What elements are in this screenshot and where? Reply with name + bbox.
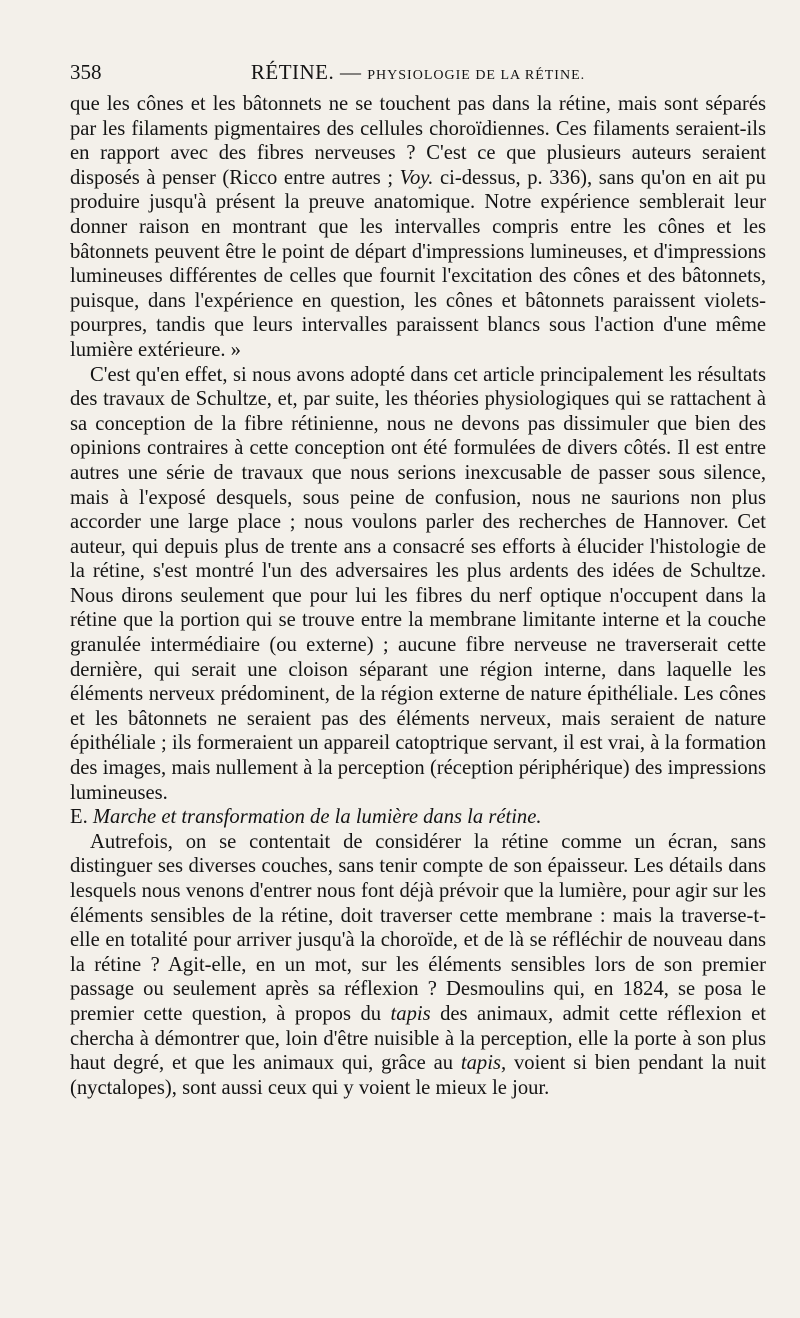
- paragraph-1-italic: Voy.: [399, 166, 434, 189]
- running-title-main: RÉTINE.: [250, 60, 335, 84]
- running-title: [70, 60, 766, 85]
- running-title-sub: PHYSIOLOGIE DE LA RÉTINE.: [367, 68, 586, 83]
- paragraph-3-italic-1: tapis: [390, 1002, 431, 1025]
- paragraph-3: [70, 830, 766, 1101]
- paragraph-3-text-a: Autrefois, on se contentait de considérer la rétine comme un écran, sans distinguer ses diverses couches, sans tenir compte de son épaisseur. Les détails dans lesquels nous venons d'entrer nous font déjà prévoir que la lumière, pour agir sur les éléments sensibles de la rétine, doit traverser cette membrane : mais la traverse-t-elle en totalité pour arriver jusqu'à la choroïde, et de là se réfléchir de nouveau dans la rétine ? Agit-elle, en un mot, sur les éléments sensibles lors de son premier passage ou seulement après sa réflexion ? Desmoulins qui, en 1824, se posa le premier cette question, à propos du: [70, 830, 766, 1025]
- paragraph-3-text-c: voient si bien pendant la nuit (nyctalopes), sont aussi ceux qui y voient le mieux le jour.: [70, 1052, 766, 1099]
- paragraph-1: [70, 92, 766, 363]
- running-header: [70, 56, 766, 92]
- paragraph-2: C'est qu'en effet, si nous avons adopté dans cet article principalement les résultats des travaux de Schultze, et, par suite, les théories physiologiques qui se rattachent à sa conception de la fibre rétinienne, nous ne devons pas dissimuler que bien des opinions contraires à cette conception ont été formulées de divers côtés. Il est entre autres une série de travaux que nous serions inexcusable de passer sous silence, mais à l'exposé desquels, sous peine de confusion, nous ne saurions non plus accorder une large place ; nous voulons parler des recherches de Hannover. Cet auteur, qui depuis plus de trente ans a consacré ses efforts à élucider l'histologie de la rétine, s'est montré l'un des adversaires les plus ardents des idées de Schultze. Nous dirons seulement que pour lui les fibres du nerf optique n'occupent dans la rétine que la portion qui se trouve entre la membrane limitante interne et la couche granulée intermédiaire (ou externe) ; aucune fibre nerveuse ne traverserait cette dernière, qui serait une cloison séparant une région interne, dans laquelle les éléments nerveux prédominent, de la région externe de nature épithéliale. Les cônes et les bâtonnets ne seraient pas des éléments nerveux, mais seraient de nature épithéliale ; ils formeraient un appareil catoptrique servant, il est vrai, à la formation des images, mais nullement à la perception (réception périphérique) des impressions lumineuses.: [70, 363, 766, 804]
- section-title: Marche et transformation de la lumière dans la rétine.: [92, 806, 542, 829]
- paragraph-1-text: que les cônes et les bâtonnets ne se touchent pas dans la rétine, mais sont séparés par les filaments pigmentaires des cellules choroïdiennes. Ces filaments seraient-ils en rapport avec des fibres nerveuses ? C'est ce que plusieurs auteurs seraient disposés à penser (Ricco entre autres ;: [70, 93, 766, 189]
- paragraph-3-text-b: des animaux, admit cette réflexion et chercha à démontrer que, loin d'être nuisible à la perception, elle la porte à son plus haut degré, et que les animaux qui, grâce au: [70, 1002, 766, 1075]
- section-letter: E.: [70, 806, 88, 829]
- paragraph-3-italic-2: tapis,: [460, 1052, 507, 1075]
- paragraph-1-end: ci-dessus, p. 336), sans qu'on en ait pu produire jusqu'à présent la preuve anatomique. Notre expérience semblerait leur donner raison en montrant que les intervalles compris entre les cônes et les bâtonnets peuvent être le point de départ d'impressions lumineuses, et d'impressions lumineuses différentes de celles que fournit l'excitation des cônes et des bâtonnets, puisque, dans l'expérience en question, les cônes et bâtonnets paraissent violets-pourpres, tandis que leurs intervalles paraissent blancs sous l'action d'une même lumière extérieure. »: [70, 166, 766, 361]
- running-title-dash: —: [334, 60, 368, 84]
- section-heading: [70, 805, 766, 830]
- body-text: [70, 92, 766, 1100]
- page-number: 358: [70, 60, 102, 84]
